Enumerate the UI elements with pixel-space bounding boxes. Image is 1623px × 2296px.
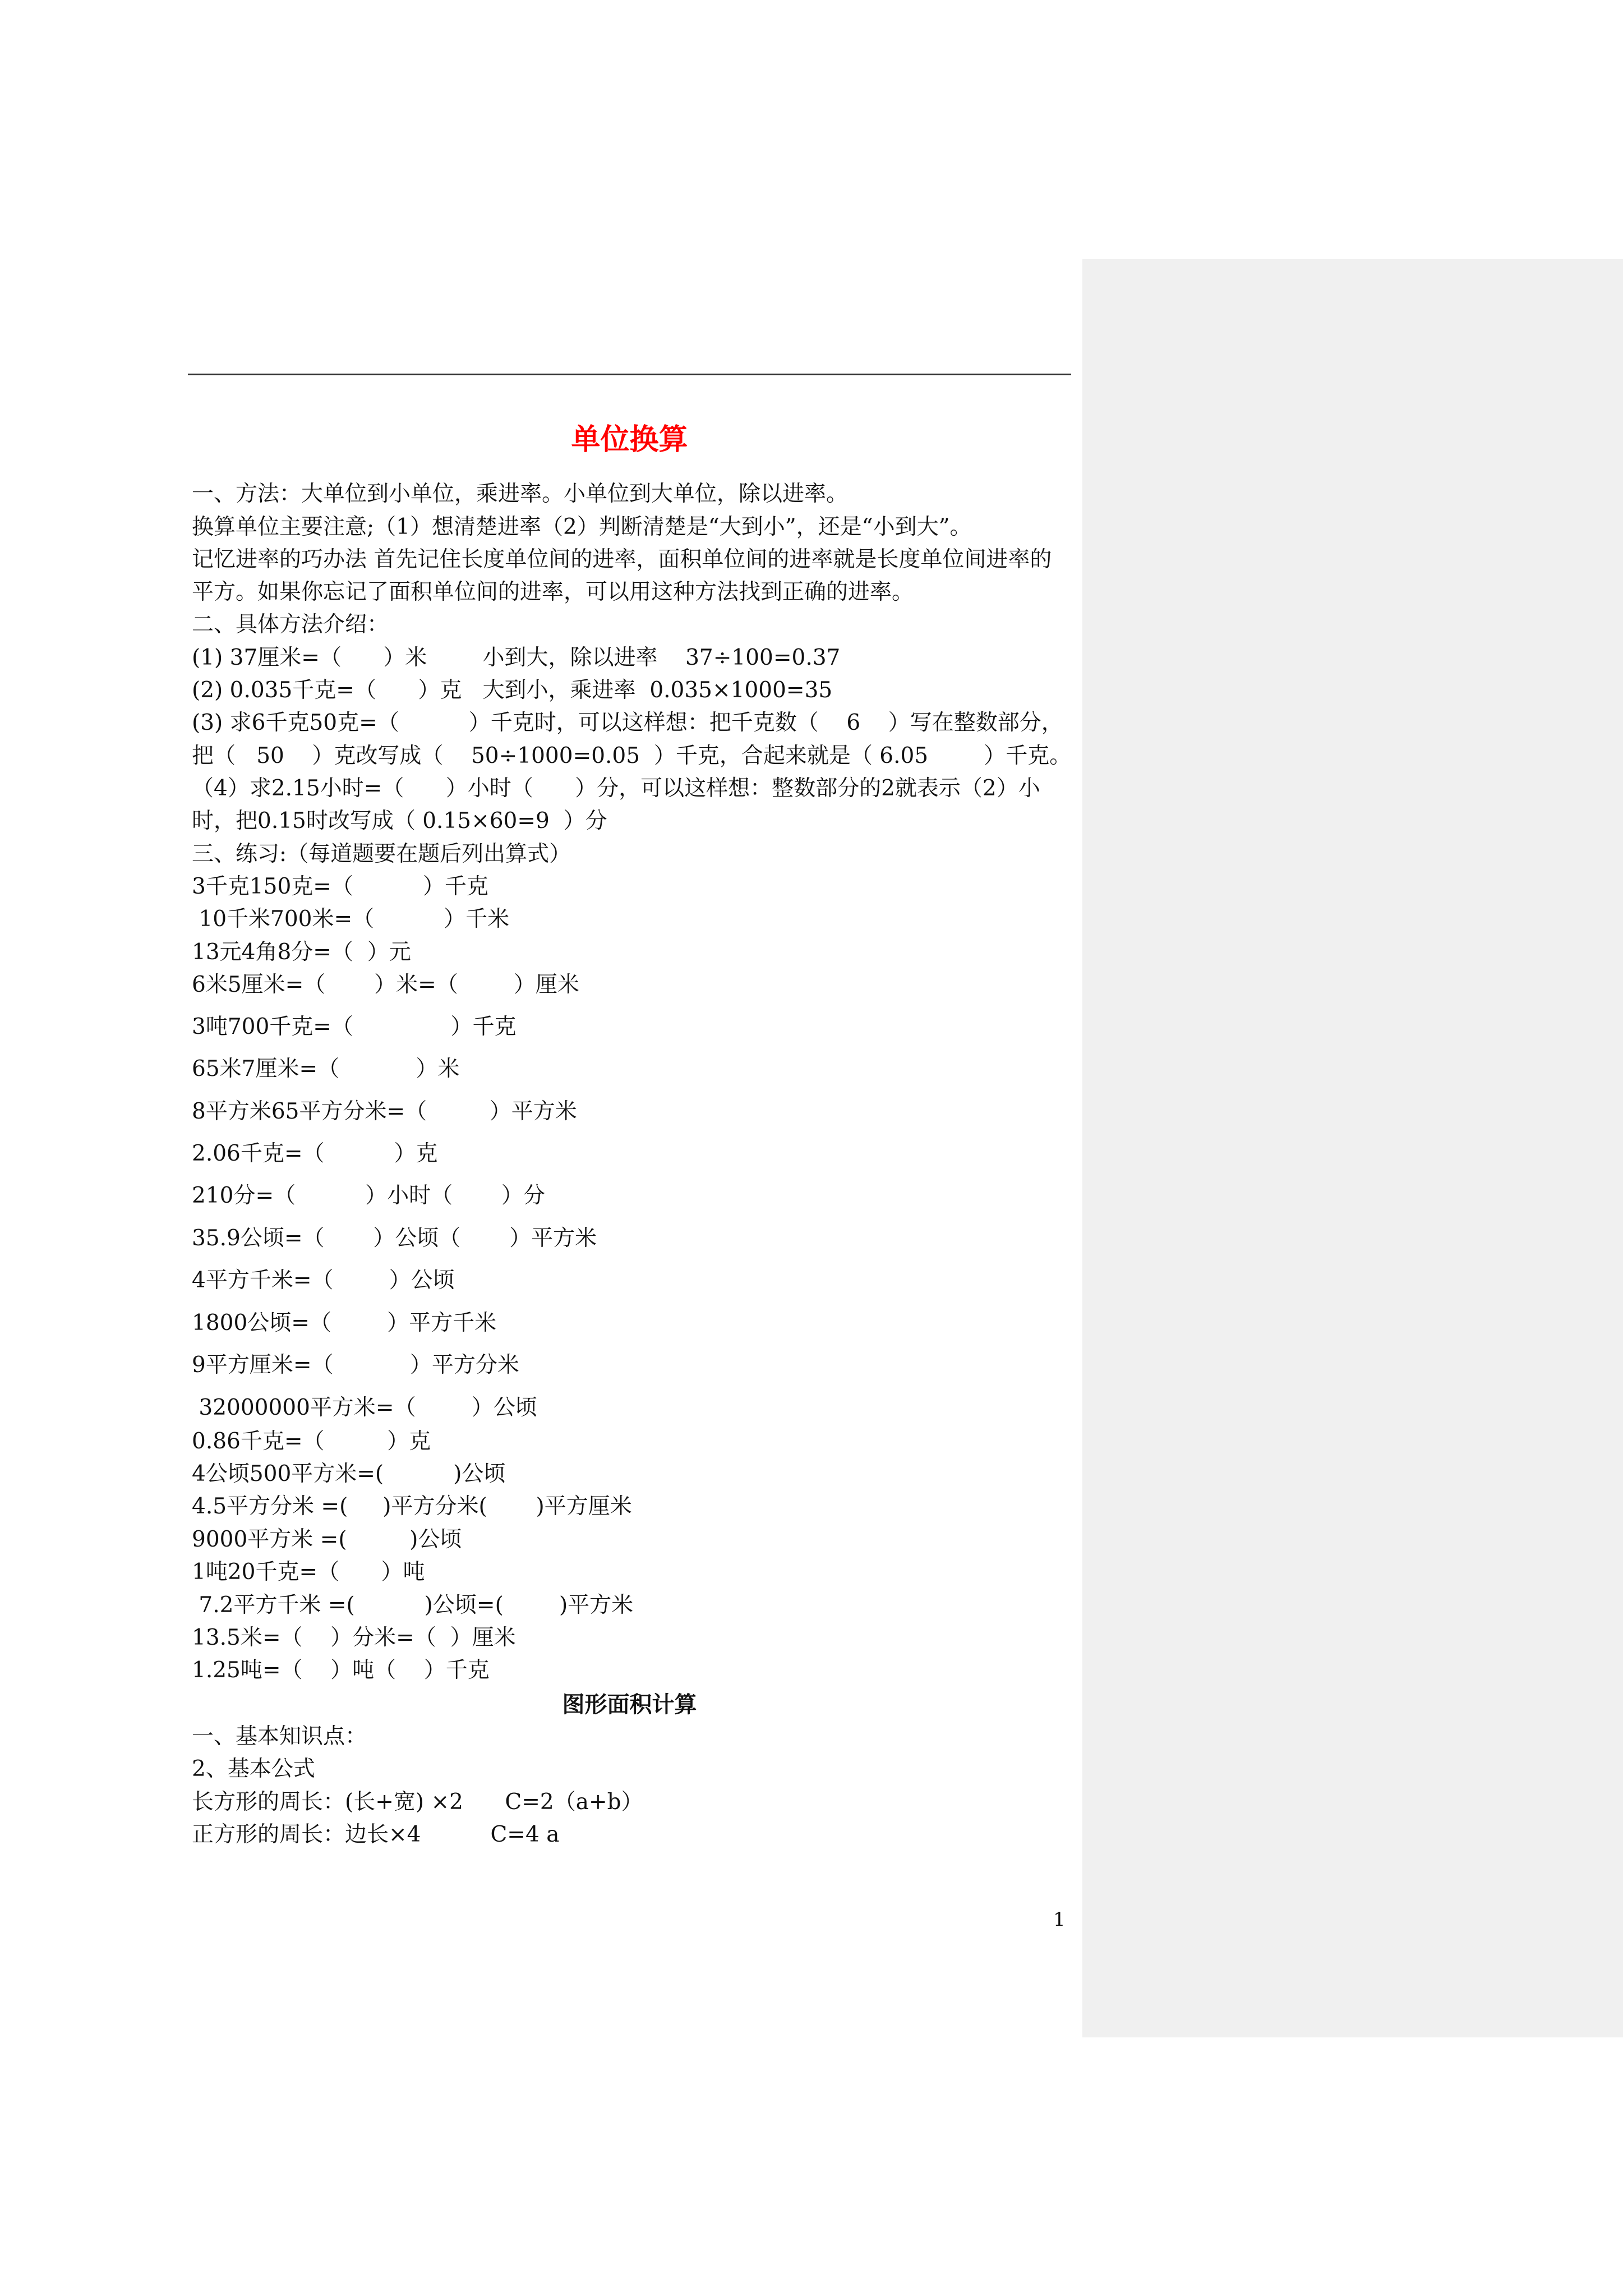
page-number: 1 bbox=[1053, 1908, 1066, 1931]
exercise-item: 9000平方米 =( )公顷 bbox=[192, 1527, 462, 1552]
exercise-item: 8平方米65平方分米=（ ）平方米 bbox=[192, 1099, 577, 1124]
exercise-item: 2.06千克=（ ）克 bbox=[192, 1141, 438, 1166]
document-title: 单位换算 bbox=[571, 422, 688, 457]
exercise-item: 13元4角8分=（ ）元 bbox=[192, 940, 411, 965]
method-line: (3) 求6千克50克=（ ）千克时，可以这样想：把千克数（ 6 ）写在整数部分， bbox=[192, 710, 1063, 735]
method-line: 一、方法：大单位到小单位，乘进率。小单位到大单位，除以进率。 bbox=[192, 481, 849, 507]
exercise-item: 13.5米=（ ）分米=（ ）厘米 bbox=[192, 1625, 516, 1650]
exercise-item: 0.86千克=（ ）克 bbox=[192, 1429, 431, 1454]
exercise-item: 3吨700千克=（ ）千克 bbox=[192, 1014, 517, 1039]
exercise-item: 4平方千米=（ ）公顷 bbox=[192, 1268, 455, 1293]
exercise-item: 9平方厘米=（ ）平方分米 bbox=[192, 1352, 519, 1378]
exercise-item: 210分=（ ）小时（ ）分 bbox=[192, 1183, 545, 1208]
exercise-item: 3千克150克=（ ）千克 bbox=[192, 874, 488, 899]
method-line: 平方。如果你忘记了面积单位间的进率，可以用这种方法找到正确的进率。 bbox=[192, 579, 914, 605]
exercise-item: 1.25吨=（ ）吨（ ）千克 bbox=[192, 1658, 490, 1683]
comment-margin-pane bbox=[1082, 259, 1623, 2037]
exercise-item: 1800公顷=（ ）平方千米 bbox=[192, 1310, 497, 1336]
exercise-item: 4.5平方分米 =( )平方分米( )平方厘米 bbox=[192, 1494, 632, 1519]
method-line: 时，把0.15时改写成（ 0.15×60=9 ）分 bbox=[192, 808, 607, 834]
method-line: (1) 37厘米=（ ）米 小到大，除以进率 37÷100=0.37 bbox=[192, 645, 841, 670]
exercise-item: 4公顷500平方米=( )公顷 bbox=[192, 1461, 506, 1487]
section2-line: 长方形的周长：(长+宽) ×2 C=2（a+b） bbox=[192, 1789, 643, 1815]
exercise-item: 6米5厘米=（ ）米=（ ）厘米 bbox=[192, 972, 579, 997]
method-line: 三、练习:（每道题要在题后列出算式） bbox=[192, 841, 571, 867]
method-line: 记忆进率的巧办法 首先记住长度单位间的进率，面积单位间的进率就是长度单位间进率的 bbox=[192, 547, 1052, 572]
exercise-item: 35.9公顷=（ ）公顷（ ）平方米 bbox=[192, 1226, 597, 1251]
exercise-item: 65米7厘米=（ ）米 bbox=[192, 1056, 460, 1082]
method-line: 二、具体方法介绍： bbox=[192, 612, 389, 637]
header-rule bbox=[188, 374, 1071, 375]
section2-line: 正方形的周长：边长×4 C=4 a bbox=[192, 1822, 560, 1847]
method-line: 把（ 50 ）克改写成（ 50÷1000=0.05 ）千克，合起来就是（ 6.05 ）千克。 bbox=[192, 743, 1072, 769]
exercise-item: 32000000平方米=（ ）公顷 bbox=[192, 1395, 537, 1420]
exercise-item: 10千米700米=（ ）千米 bbox=[192, 907, 510, 932]
section2-line: 2、基本公式 bbox=[192, 1756, 315, 1782]
section-title: 图形面积计算 bbox=[562, 1691, 697, 1718]
exercise-item: 1吨20千克=（ ）吨 bbox=[192, 1559, 425, 1585]
exercise-item: 7.2平方千米 =( )公顷=( )平方米 bbox=[192, 1593, 634, 1618]
method-line: 换算单位主要注意;（1）想清楚进率（2）判断清楚是“大到小”，还是“小到大”。 bbox=[192, 514, 972, 540]
method-line: (2) 0.035千克=（ ）克 大到小，乘进率 0.035×1000=35 bbox=[192, 678, 833, 703]
method-line: （4）求2.15小时=（ ）小时（ ）分，可以这样想：整数部分的2就表示（2）小 bbox=[192, 776, 1040, 801]
section2-line: 一、基本知识点： bbox=[192, 1724, 367, 1749]
